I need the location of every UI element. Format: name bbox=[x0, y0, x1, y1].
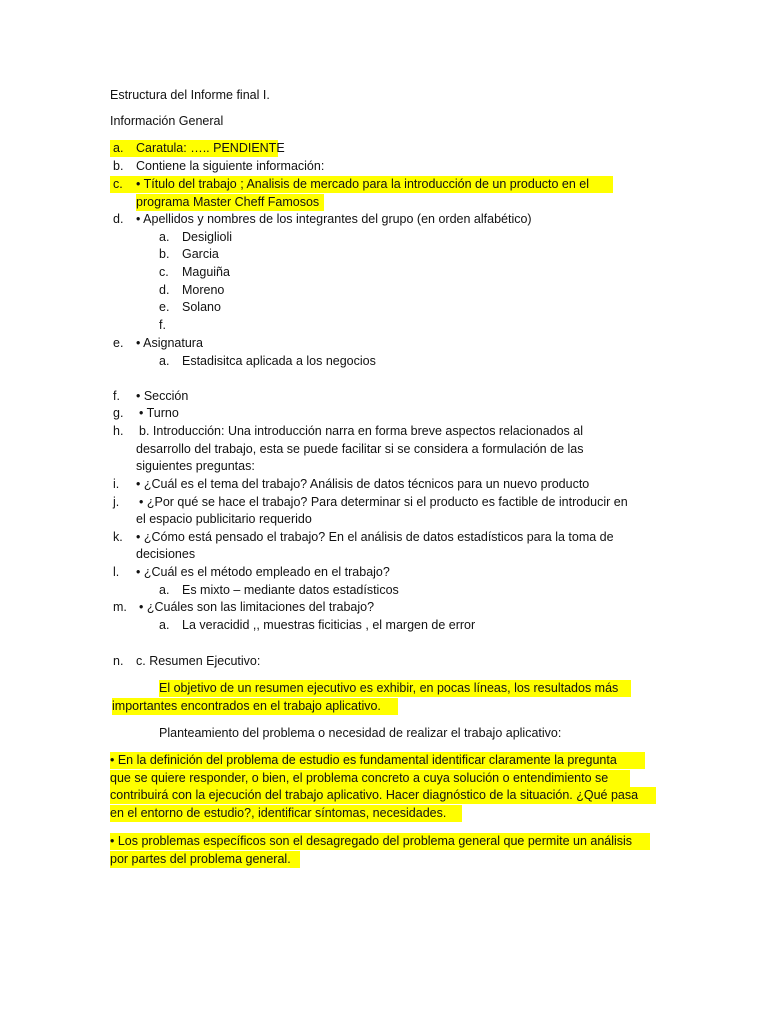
list-marker: d. bbox=[113, 212, 124, 226]
list-text: • ¿Cuál es el tema del trabajo? Análisis de datos técnicos para un nuevo producto bbox=[136, 477, 590, 491]
sub-marker: a. bbox=[159, 618, 170, 632]
list-marker: e. bbox=[113, 336, 124, 350]
member-name: Maguiña bbox=[182, 265, 230, 279]
list-marker: g. bbox=[113, 406, 124, 420]
planteamiento-heading: Planteamiento del problema o necesidad de realizar el trabajo aplicativo: bbox=[159, 726, 562, 740]
sub-text: La veracidid ,, muestras ficiticias , el margen de error bbox=[182, 618, 476, 632]
list-marker: b. bbox=[113, 159, 124, 173]
list-text: Contiene la siguiente información: bbox=[136, 159, 325, 173]
sub-text: Es mixto – mediante datos estadísticos bbox=[182, 583, 399, 597]
list-text: • ¿Cuáles son las limitaciones del trabajo? bbox=[139, 600, 375, 614]
list-marker: i. bbox=[113, 477, 120, 491]
list-item-j-continuation: el espacio publicitario requerido bbox=[136, 512, 312, 526]
resumen-line: importantes encontrados en el trabajo aplicativo. bbox=[112, 698, 398, 715]
sub-marker: a. bbox=[159, 230, 170, 244]
sub-marker: d. bbox=[159, 283, 170, 297]
sub-marker: a. bbox=[159, 354, 170, 368]
list-marker: l. bbox=[113, 565, 120, 579]
sub-marker: a. bbox=[159, 583, 170, 597]
sub-marker: f. bbox=[159, 318, 166, 332]
member-name: Solano bbox=[182, 300, 221, 314]
list-text: • Turno bbox=[139, 406, 179, 420]
list-item-h-continuation: siguientes preguntas: bbox=[136, 459, 255, 473]
paragraph-line: en el entorno de estudio?, identificar síntomas, necesidades. bbox=[110, 805, 462, 822]
member-name: Garcia bbox=[182, 247, 219, 261]
list-marker: a. bbox=[113, 141, 124, 155]
list-marker: n. bbox=[113, 654, 124, 668]
list-text: • Título del trabajo ; Analisis de mercado para la introducción de un producto en el bbox=[136, 177, 590, 191]
paragraph-line: • Los problemas específicos son el desagregado del problema general que permite un análisis bbox=[110, 833, 650, 850]
member-name: Moreno bbox=[182, 283, 225, 297]
list-text: • Asignatura bbox=[136, 336, 203, 350]
list-text: • ¿Por qué se hace el trabajo? Para determinar si el producto es factible de introducir en bbox=[139, 495, 628, 509]
sub-marker: c. bbox=[159, 265, 169, 279]
sub-marker: b. bbox=[159, 247, 170, 261]
section-heading: Información General bbox=[110, 114, 224, 128]
list-marker: h. bbox=[113, 424, 124, 438]
document-title: Estructura del Informe final I. bbox=[110, 88, 270, 102]
list-text: • Sección bbox=[136, 389, 189, 403]
list-item-h-continuation: desarrollo del trabajo, esta se puede facilitar si se considera a formulación de las bbox=[136, 442, 584, 456]
list-marker: k. bbox=[113, 530, 123, 544]
list-item-k-continuation: decisiones bbox=[136, 547, 196, 561]
list-item-c bbox=[110, 176, 613, 193]
list-item-c-continuation: programa Master Cheff Famosos bbox=[136, 194, 324, 211]
list-text: b. Introducción: Una introducción narra en forma breve aspectos relacionados al bbox=[139, 424, 584, 438]
list-text: c. Resumen Ejecutivo: bbox=[136, 654, 261, 668]
list-text: • ¿Cuál es el método empleado en el trabajo? bbox=[136, 565, 390, 579]
list-item-a bbox=[110, 140, 285, 157]
paragraph-line: contribuirá con la ejecución del trabajo aplicativo. Hacer diagnóstico de la situación. ¿Qué pasa bbox=[110, 787, 656, 804]
member-name: Desiglioli bbox=[182, 230, 233, 244]
sub-marker: e. bbox=[159, 300, 170, 314]
paragraph-line: que se quiere responder, o bien, el problema concreto a cuya solución o entendimiento se bbox=[110, 770, 630, 787]
list-marker: f. bbox=[113, 389, 120, 403]
list-text: • Apellidos y nombres de los integrantes del grupo (en orden alfabético) bbox=[136, 212, 532, 226]
paragraph-line: • En la definición del problema de estudio es fundamental identificar claramente la pregunta bbox=[110, 752, 645, 769]
sub-text: Estadisitca aplicada a los negocios bbox=[182, 354, 376, 368]
list-text: Caratula: ….. PENDIENTE bbox=[136, 141, 285, 155]
list-marker: m. bbox=[113, 600, 127, 614]
list-marker: c. bbox=[113, 177, 123, 191]
list-marker: j. bbox=[113, 495, 120, 509]
paragraph-line: por partes del problema general. bbox=[110, 851, 300, 868]
list-text: • ¿Cómo está pensado el trabajo? En el análisis de datos estadísticos para la toma de bbox=[136, 530, 614, 544]
resumen-line: El objetivo de un resumen ejecutivo es exhibir, en pocas líneas, los resultados más bbox=[159, 680, 631, 697]
